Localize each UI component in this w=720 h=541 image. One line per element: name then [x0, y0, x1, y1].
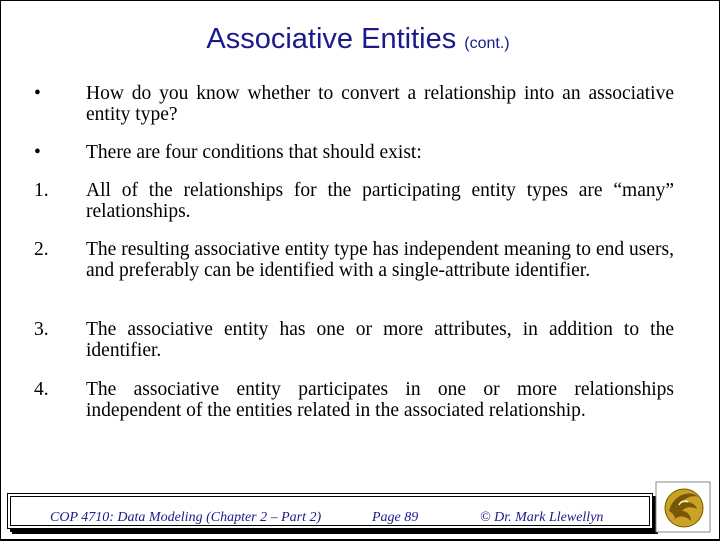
- title-sub: (cont.): [464, 35, 510, 52]
- numbered-item: [34, 319, 674, 361]
- bullet-marker: •: [34, 83, 41, 104]
- item-text: The resulting associative entity type has independent meaning to end users, and preferably can be identified with a single-attribute identifier.: [86, 239, 674, 281]
- item-number: 3.: [34, 319, 49, 340]
- item-text: The associative entity has one or more attributes, in addition to the identifier.: [86, 319, 674, 361]
- bullet-item: [34, 142, 674, 163]
- bullet-text: How do you know whether to convert a relationship into an associative entity type?: [86, 83, 674, 125]
- slide-title: [1, 23, 715, 56]
- footer-author: © Dr. Mark Llewellyn: [480, 510, 604, 525]
- numbered-item: [34, 180, 674, 222]
- numbered-item: [34, 239, 674, 281]
- footer-bar: [7, 493, 653, 529]
- item-number: 4.: [34, 379, 49, 400]
- item-number: 1.: [34, 180, 49, 201]
- item-number: 2.: [34, 239, 49, 260]
- bullet-text: There are four conditions that should exist:: [86, 142, 422, 163]
- numbered-item: [34, 379, 674, 421]
- item-text: The associative entity participates in one or more relationships independent of the entities related in the associated relationship.: [86, 379, 674, 421]
- title-main: Associative Entities: [206, 23, 457, 55]
- bullet-item: [34, 83, 674, 125]
- footer-course: COP 4710: Data Modeling (Chapter 2 – Part 2): [50, 510, 322, 525]
- ucf-pegasus-logo-icon: [655, 481, 711, 533]
- item-text: All of the relationships for the participating entity types are “many” relationships.: [86, 180, 674, 222]
- footer-page-number: Page 89: [372, 510, 419, 525]
- bullet-marker: •: [34, 142, 41, 163]
